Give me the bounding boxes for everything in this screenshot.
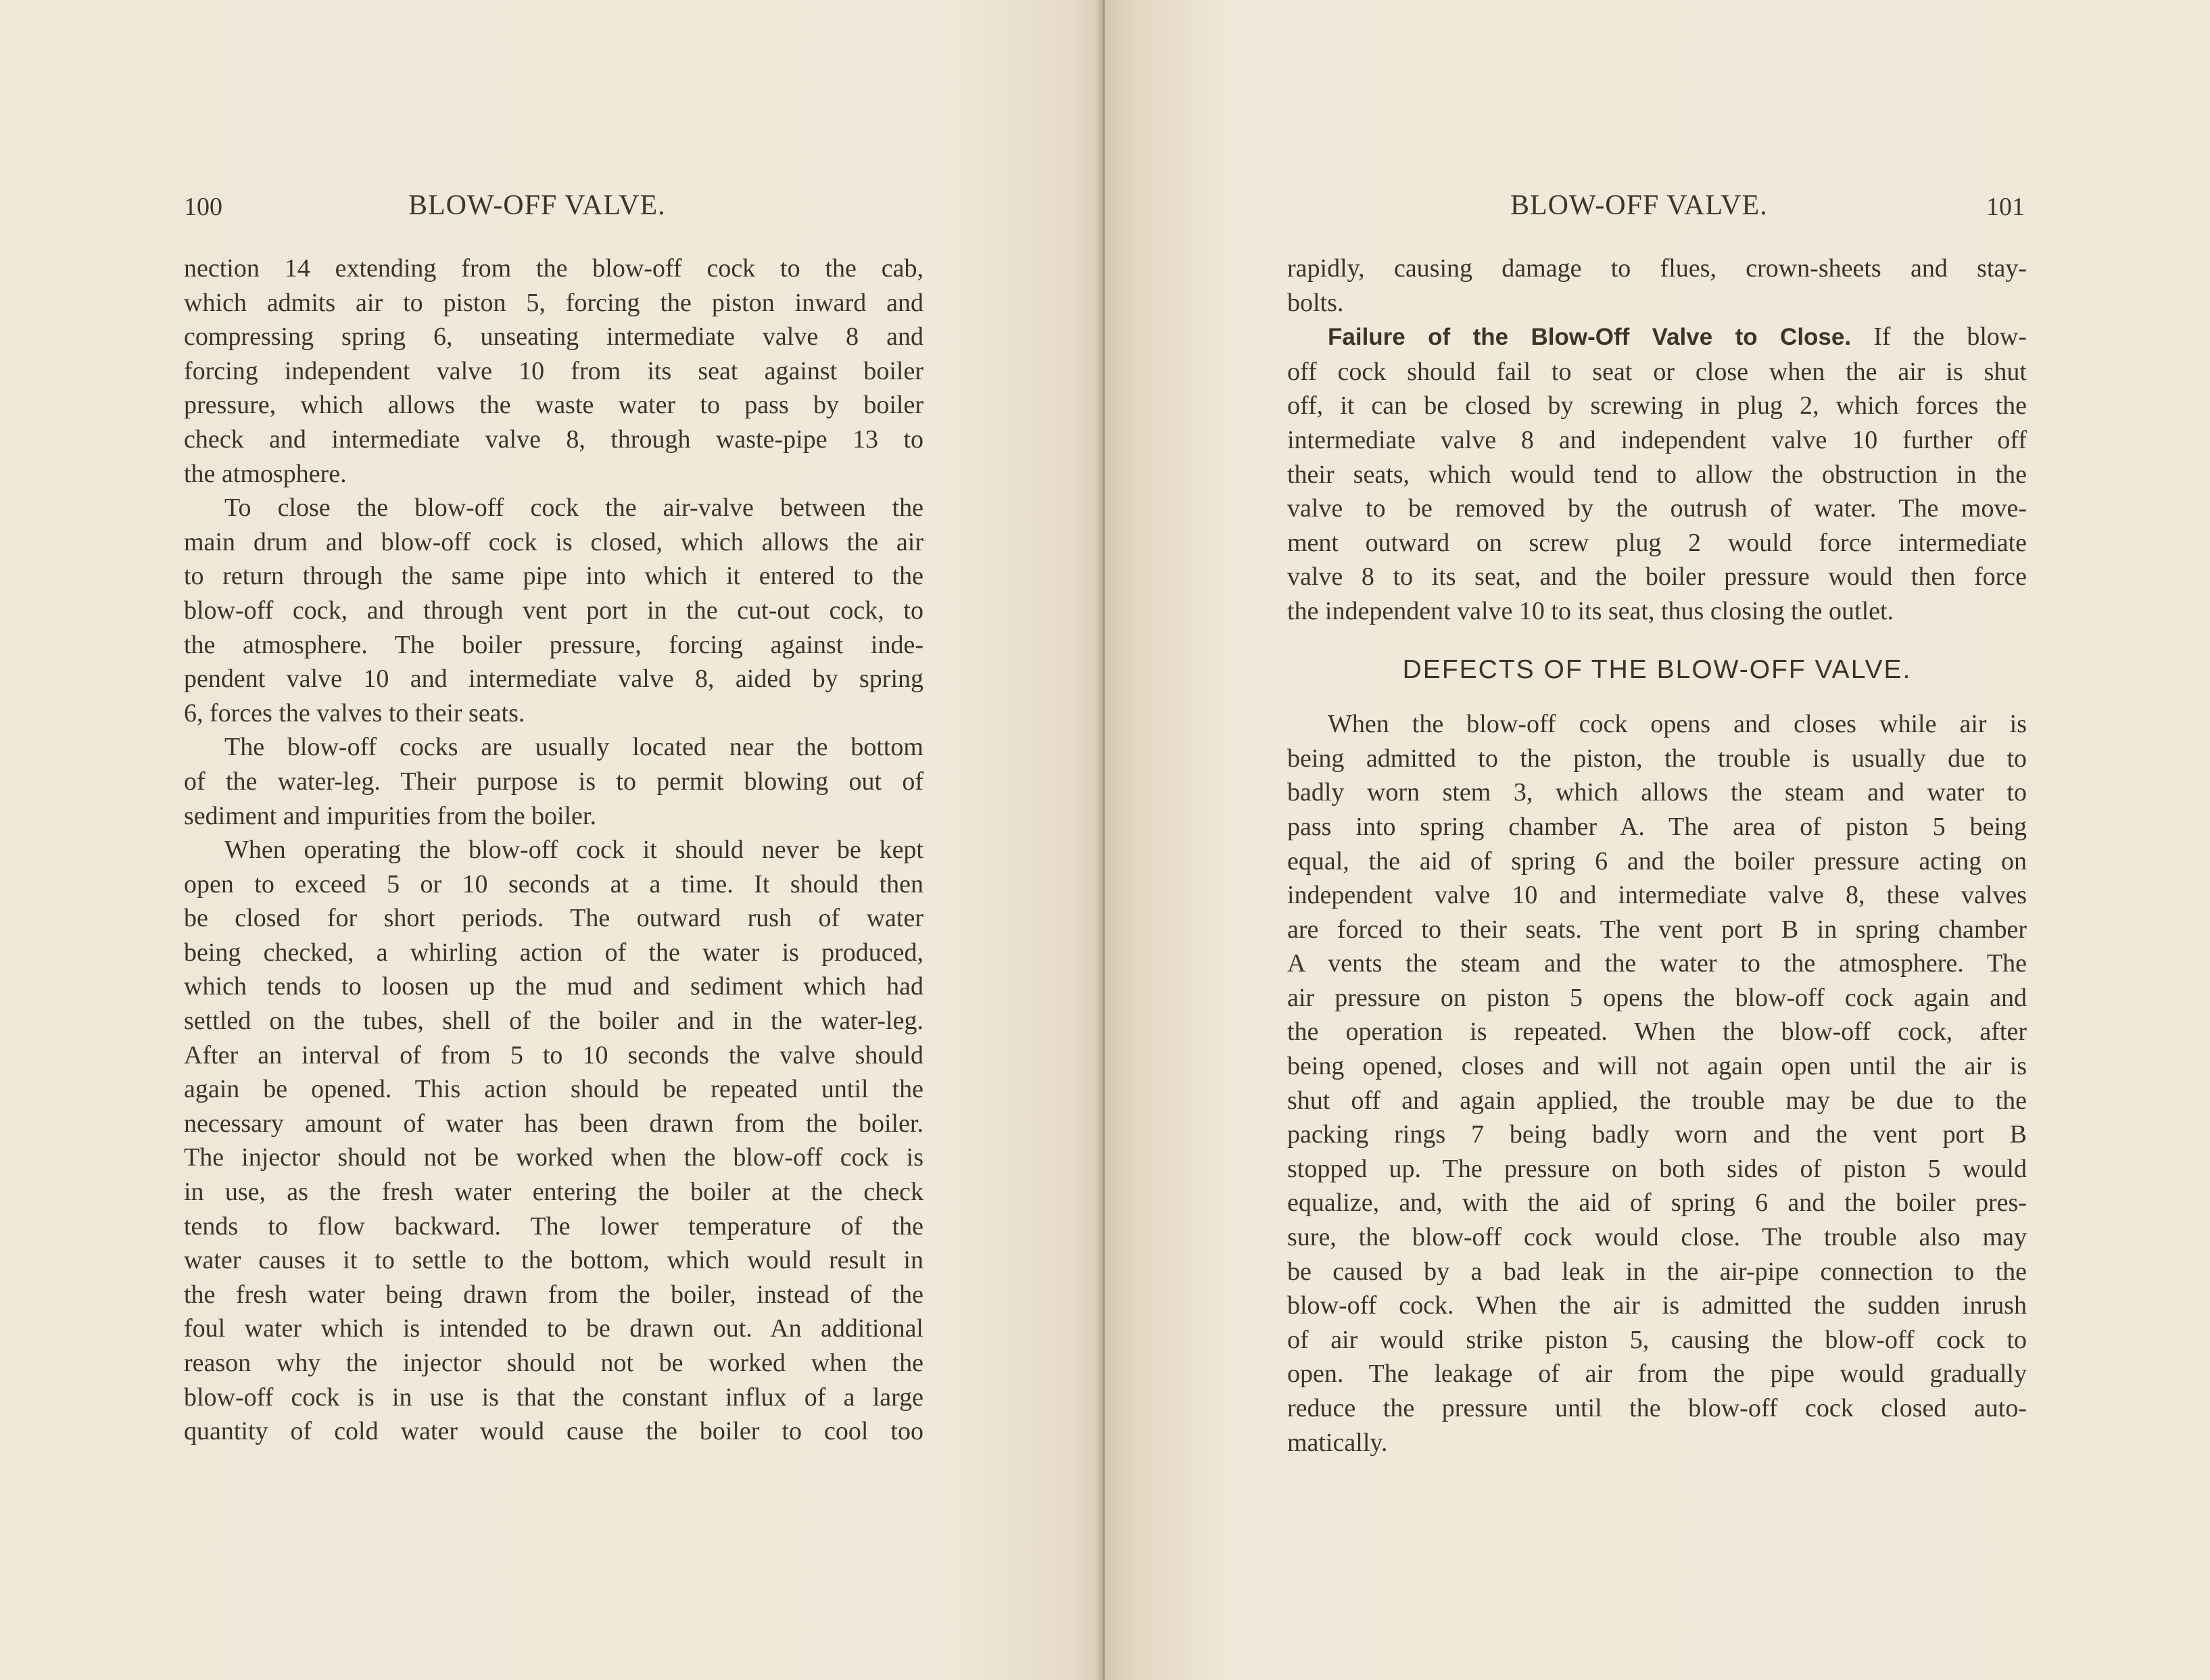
text-line: A vents the steam and the water to the atmosphere. The	[1287, 949, 2027, 978]
text-line: open. The leakage of air from the pipe would gradually	[1287, 1360, 2027, 1389]
text-line: of air would strike piston 5, causing the blow-off cock to	[1287, 1325, 2027, 1354]
text-line: to return through the same pipe into which it entered to the	[184, 562, 923, 591]
text-line: their seats, which would tend to allow the obstruction in the	[1287, 460, 2027, 489]
text-line: settled on the tubes, shell of the boiler and in the water-leg.	[184, 1007, 923, 1036]
text-line: being opened, closes and will not again open until the air is	[1287, 1052, 2027, 1081]
text-line: The injector should not be worked when the blow-off cock is	[184, 1143, 923, 1172]
text-line: bolts.	[1287, 288, 1344, 317]
text-line: which admits air to piston 5, forcing the piston inward and	[184, 288, 923, 317]
text-line: the atmosphere.	[184, 459, 347, 488]
text-fragment: If the blow-	[1873, 322, 2027, 352]
paragraph	[1287, 251, 2027, 320]
paragraph	[1287, 320, 2027, 628]
text-line: intermediate valve 8 and independent valve 10 further off	[1287, 425, 2027, 454]
paragraph	[184, 833, 923, 1449]
section-heading: DEFECTS OF THE BLOW-OFF VALVE.	[1402, 654, 1912, 684]
text-line: the operation is repeated. When the blow-off cock, after	[1287, 1017, 2027, 1047]
text-line: main drum and blow-off cock is closed, which allows the air	[184, 527, 923, 556]
paragraph	[1287, 707, 2027, 1460]
right-page-body	[1287, 251, 2027, 1460]
text-line: pressure, which allows the waste water to pass by boiler	[184, 391, 923, 420]
text-line: rapidly, causing damage to flues, crown-sheets and stay-	[1287, 254, 2027, 283]
text-line: reason why the injector should not be worked when the	[184, 1349, 923, 1377]
text-line: The blow-off cocks are usually located near the bottom	[224, 733, 923, 762]
text-line	[1287, 320, 2027, 355]
text-line: ment outward on screw plug 2 would force intermediate	[1287, 528, 2027, 557]
text-line: be caused by a bad leak in the air-pipe connection to the	[1287, 1257, 2027, 1286]
text-line: in use, as the fresh water entering the boiler at the check	[184, 1178, 923, 1207]
text-line: which tends to loosen up the mud and sediment which had	[184, 972, 923, 1001]
text-line: necessary amount of water has been drawn from the boiler.	[184, 1109, 923, 1138]
text-line: the atmosphere. The boiler pressure, forcing against inde-	[184, 630, 923, 659]
text-line: matically.	[1287, 1428, 1388, 1457]
text-line: nection 14 extending from the blow-off cock to the cab,	[184, 254, 923, 283]
text-line: stopped up. The pressure on both sides of piston 5 would	[1287, 1154, 2027, 1183]
text-line: compressing spring 6, unseating intermediate valve 8 and	[184, 322, 923, 352]
text-line: being checked, a whirling action of the water is produced,	[184, 938, 923, 967]
running-head: BLOW-OFF VALVE.	[408, 190, 666, 221]
text-line: the fresh water being drawn from the boiler, instead of the	[184, 1280, 923, 1309]
text-line: After an interval of from 5 to 10 seconds the valve should	[184, 1040, 923, 1070]
text-line: packing rings 7 being badly worn and the vent port B	[1287, 1120, 2027, 1149]
paragraph-lines	[1287, 355, 2027, 629]
text-line: tends to flow backward. The lower temperature of the	[184, 1211, 923, 1241]
running-head: BLOW-OFF VALVE.	[1510, 190, 1768, 221]
page-number: 101	[1986, 193, 2025, 221]
text-line: again be opened. This action should be repeated until the	[184, 1075, 923, 1104]
text-line: When operating the blow-off cock it should never be kept	[224, 836, 923, 865]
text-line: sediment and impurities from the boiler.	[184, 801, 596, 830]
left-page-body	[184, 251, 923, 1449]
text-line: the independent valve 10 to its seat, thus closing the outlet.	[1287, 596, 1894, 625]
text-line: valve 8 to its seat, and the boiler pressure would then force	[1287, 562, 2027, 592]
text-line: shut off and again applied, the trouble may be due to the	[1287, 1086, 2027, 1115]
paragraph	[184, 251, 923, 491]
text-line: forcing independent valve 10 from its seat against boiler	[184, 356, 923, 385]
text-line: air pressure on piston 5 opens the blow-off cock again and	[1287, 983, 2027, 1012]
text-line: off, it can be closed by screwing in plug 2, which forces the	[1287, 391, 2027, 421]
page-number: 100	[184, 193, 222, 221]
text-line: foul water which is intended to be drawn out. An additional	[184, 1314, 923, 1343]
text-line: blow-off cock. When the air is admitted the sudden inrush	[1287, 1291, 2027, 1320]
text-line: pass into spring chamber A. The area of piston 5 being	[1287, 812, 2027, 841]
text-line: equalize, and, with the aid of spring 6 and the boiler pres-	[1287, 1189, 2027, 1218]
run-in-heading: Failure of the Blow-Off Valve to Close.	[1328, 324, 1852, 351]
paragraph	[184, 491, 923, 730]
text-line: be closed for short periods. The outward rush of water	[184, 904, 923, 933]
text-line: quantity of cold water would cause the boiler to cool too	[184, 1417, 923, 1446]
text-line: are forced to their seats. The vent port B in spring chamber	[1287, 915, 2027, 944]
text-line: sure, the blow-off cock would close. The trouble also may	[1287, 1223, 2027, 1252]
text-line: 6, forces the valves to their seats.	[184, 698, 525, 727]
text-line: open to exceed 5 or 10 seconds at a time. It should then	[184, 869, 923, 898]
text-line: When the blow-off cock opens and closes while air is	[1328, 710, 2027, 739]
text-line: being admitted to the piston, the trouble is usually due to	[1287, 744, 2027, 773]
paragraph	[184, 730, 923, 833]
text-line: of the water-leg. Their purpose is to permit blowing out of	[184, 767, 923, 796]
text-line: pendent valve 10 and intermediate valve 8, aided by spring	[184, 665, 923, 694]
right-page	[1105, 0, 2209, 1680]
text-line: check and intermediate valve 8, through waste-pipe 13 to	[184, 425, 923, 454]
text-line: water causes it to settle to the bottom, which would result in	[184, 1246, 923, 1275]
text-line: valve to be removed by the outrush of water. The move-	[1287, 494, 2027, 523]
text-line: reduce the pressure until the blow-off cock closed auto-	[1287, 1394, 2027, 1422]
text-line: off cock should fail to seat or close when the air is shut	[1287, 357, 2027, 386]
text-line: independent valve 10 and intermediate valve 8, these valves	[1287, 881, 2027, 910]
text-line: blow-off cock is in use is that the constant influx of a large	[184, 1383, 923, 1412]
text-line: blow-off cock, and through vent port in the cut-out cock, to	[184, 596, 923, 625]
text-line: To close the blow-off cock the air-valve between the	[224, 494, 923, 523]
text-line: badly worn stem 3, which allows the steam and water to	[1287, 778, 2027, 807]
text-line: equal, the aid of spring 6 and the boiler pressure acting on	[1287, 846, 2027, 875]
